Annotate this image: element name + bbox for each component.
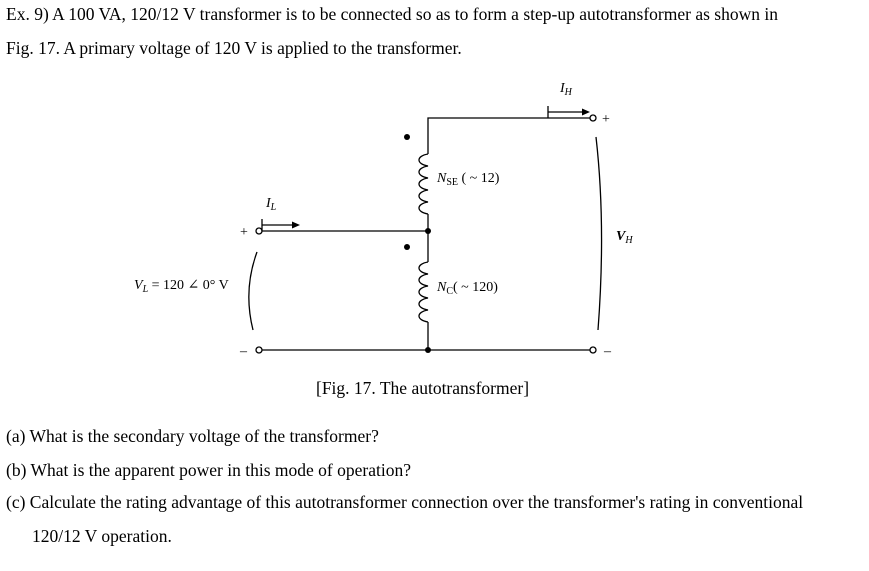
dot-common xyxy=(404,244,410,250)
ih-arrowhead xyxy=(582,109,590,116)
problem-text-line-1: Ex. 9) A 100 VA, 120/12 V transformer is to be connected so as to form a step-up autotransformer as shown in xyxy=(6,4,778,24)
dot-series xyxy=(404,134,410,140)
coil-series xyxy=(419,154,428,214)
nse-label: $N_{SE}$ ( ~ 12) xyxy=(437,171,500,188)
coil-common xyxy=(419,262,428,322)
vl-label: $V_L = 120$ ∠ 0° V xyxy=(134,278,229,295)
minus-bottom-label: – xyxy=(604,344,611,359)
vh-label: $V_H$ xyxy=(616,229,633,246)
question-c: (c) Calculate the rating advantage of this autotransformer connection over the transformer's rating in conventional xyxy=(6,492,804,512)
figure-caption: [Fig. 17. The autotransformer] xyxy=(316,378,530,398)
vh-bracket xyxy=(596,137,602,330)
terminal-left-top xyxy=(256,228,262,234)
nc-label: $N_C$( ~ 120) xyxy=(437,280,498,297)
question-a: (a) What is the secondary voltage of the transformer? xyxy=(6,426,379,446)
junction-bottom xyxy=(425,347,431,353)
junction-tap xyxy=(425,228,431,234)
plus-left-label: + xyxy=(240,225,248,240)
problem-text-line-2: Fig. 17. A primary voltage of 120 V is applied to the transformer. xyxy=(6,38,462,58)
ih-label: $I_H$ xyxy=(560,81,572,98)
minus-left-label: – xyxy=(240,344,247,359)
question-b: (b) What is the apparent power in this mode of operation? xyxy=(6,460,411,480)
il-arrowhead xyxy=(292,222,300,229)
terminal-top-right xyxy=(590,115,596,121)
plus-top-label: + xyxy=(602,112,610,127)
il-label: $I_L$ xyxy=(266,196,277,213)
terminal-left-bottom xyxy=(256,347,262,353)
wire-top xyxy=(428,118,590,154)
terminal-bottom-right xyxy=(590,347,596,353)
vl-bracket xyxy=(249,252,257,330)
question-c-continued: 120/12 V operation. xyxy=(32,526,172,546)
